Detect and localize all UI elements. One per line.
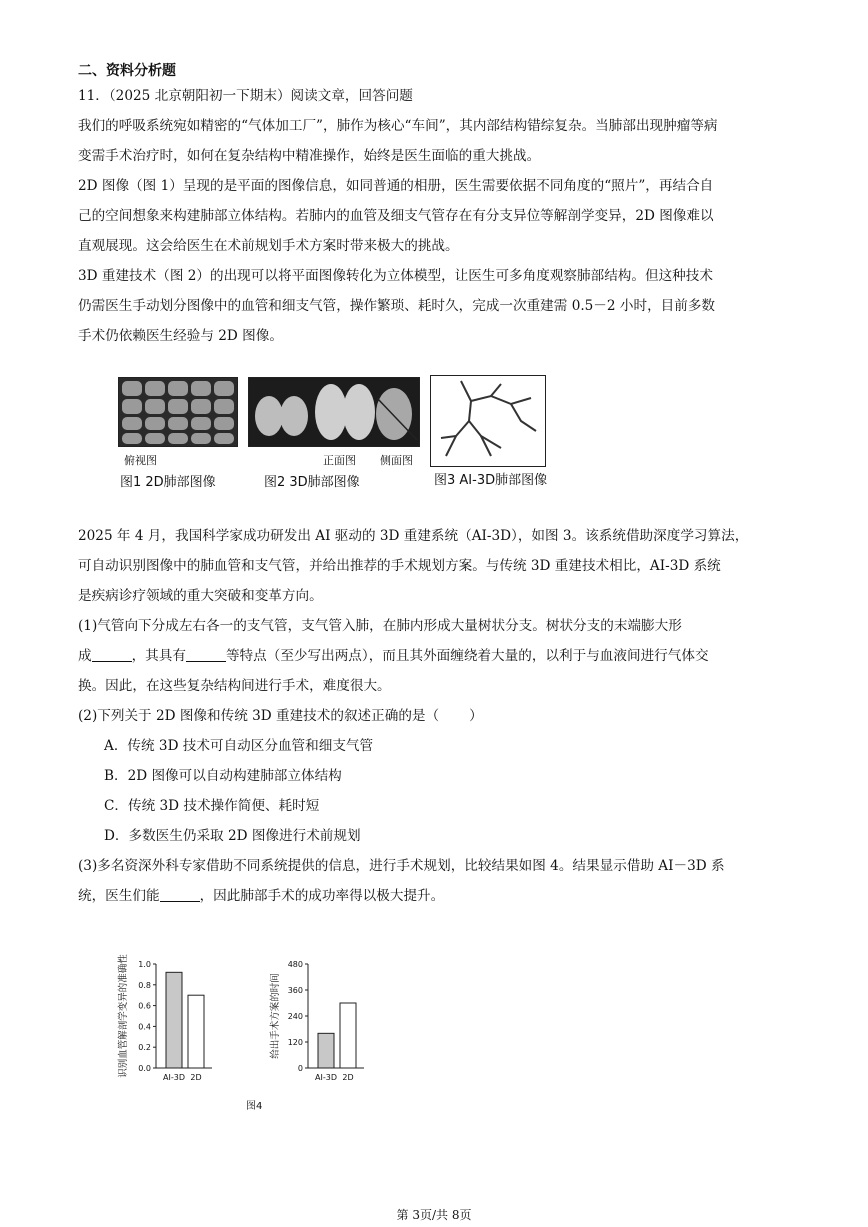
- figure3-ai3d-lung-image: [430, 375, 546, 467]
- paragraph-line: 我们的呼吸系统宛如精密的“气体加工厂”，肺作为核心“车间”，其内部结构错综复杂。当肺部出现肿瘤等病: [78, 118, 718, 134]
- paragraph-line: 变需手术治疗时，如何在复杂结构中精准操作，始终是医生面临的重大挑战。: [78, 148, 541, 164]
- paragraph-line: 2025 年 4 月，我国科学家成功研发出 AI 驱动的 3D 重建系统（AI-3D），如图 3。该系统借助深度学习算法，: [78, 528, 749, 544]
- q2-stem-text: (2)下列关于 2D 图像和传统 3D 重建技术的叙述正确的是（: [78, 708, 440, 724]
- paragraph-line: 手术仍依赖医生经验与 2D 图像。: [78, 328, 283, 344]
- q1-line2: [78, 641, 794, 671]
- figure3-caption: 图3 AI-3D肺部图像: [434, 473, 548, 488]
- section-title: 二、资料分析题: [78, 63, 176, 79]
- q1-text: 成: [78, 648, 92, 664]
- bar-2d: [340, 1003, 356, 1068]
- figure2-caption: 图2 3D肺部图像: [264, 475, 360, 490]
- bar-ai-3d: [318, 1033, 334, 1068]
- figure2-3d-lung-image: [248, 377, 420, 447]
- y-tick-label: 0.0: [138, 1064, 151, 1073]
- q3-line1: (3)多名资深外科专家借助不同系统提供的信息，进行手术规划，比较结果如图 4。结果显示借助 AI－3D 系: [78, 858, 725, 874]
- x-tick-label: 2D: [342, 1073, 354, 1082]
- y-tick-label: 360: [287, 986, 303, 995]
- page-footer: 第 3页/共 8页: [396, 1208, 472, 1222]
- paragraph-line: 是疾病诊疗领域的重大突破和变革方向。: [78, 588, 323, 604]
- y-tick-label: 0.4: [138, 1022, 151, 1032]
- q3-text: [78, 851, 794, 911]
- y-tick-label: 1.0: [138, 960, 151, 969]
- view-label-side: 侧面图: [380, 454, 413, 467]
- answer-blank-2[interactable]: [186, 647, 226, 662]
- answer-blank-1[interactable]: [92, 647, 132, 662]
- view-label-top: 俯视图: [124, 454, 157, 467]
- option-a[interactable]: A．传统 3D 技术可自动区分血管和细支气管: [104, 738, 374, 754]
- x-tick-label: 2D: [190, 1073, 202, 1082]
- y-tick-label: 480: [287, 960, 303, 969]
- y-tick-label: 120: [287, 1038, 303, 1047]
- figure1-2d-lung-image: [118, 377, 238, 447]
- y-tick-label: 0.6: [138, 1001, 151, 1011]
- paragraph-ai3d: [78, 521, 794, 731]
- x-tick-label: AI-3D: [315, 1073, 337, 1082]
- bar-2d: [188, 995, 204, 1068]
- bar-ai-3d: [166, 972, 182, 1068]
- y-axis-label: 识别血管解剖学变异的准确性: [118, 954, 129, 1078]
- y-axis-label: 给出手术方案的时间: [270, 973, 281, 1059]
- q1-text: 等特点（至少写出两点），而且其外面缠绕着大量的，以利于与血液间进行气体交: [225, 648, 709, 664]
- ct-slices-grid-icon: [119, 378, 237, 446]
- figure1-caption: 图1 2D肺部图像: [120, 475, 216, 490]
- q1-line1: (1)气管向下分成左右各一的支气管，支气管入肺，在肺内形成大量树状分支。树状分支的末端膨大形: [78, 618, 682, 634]
- q1-text: ，其具有: [131, 648, 186, 664]
- y-tick-label: 240: [287, 1012, 303, 1021]
- y-tick-label: 0.2: [138, 1043, 151, 1053]
- q2-stem-end: ）: [469, 708, 483, 724]
- y-tick-label: 0.8: [138, 980, 151, 990]
- paragraph-line: 直观展现。这会给医生在术前规划手术方案时带来极大的挑战。: [78, 238, 459, 254]
- option-c[interactable]: C．传统 3D 技术操作简便、耗时短: [104, 798, 320, 814]
- question-11-text: [78, 81, 794, 351]
- view-label-front: 正面图: [323, 454, 356, 467]
- x-tick-label: AI-3D: [163, 1073, 185, 1082]
- lung-3d-views-icon: [249, 378, 419, 446]
- option-d[interactable]: D．多数医生仍采取 2D 图像进行术前规划: [104, 828, 361, 844]
- answer-blank-3[interactable]: [160, 887, 200, 902]
- q3-text-b: ，因此肺部手术的成功率得以极大提升。: [199, 888, 445, 904]
- paragraph-line: 可自动识别图像中的肺血管和支气管，并给出推荐的手术规划方案。与传统 3D 重建技术相比，AI-3D 系统: [78, 558, 721, 574]
- figure4-charts: [110, 930, 354, 1100]
- figure4-svg: [110, 930, 354, 1100]
- question-header: 11．（2025 北京朝阳初一下期末）阅读文章，回答问题: [78, 88, 413, 104]
- paragraph-line: 3D 重建技术（图 2）的出现可以将平面图像转化为立体模型，让医生可多角度观察肺部结构。但这种技术: [78, 268, 713, 284]
- paragraph-line: 己的空间想象来构建肺部立体结构。若肺内的血管及细支气管存在有分支异位等解剖学变异，2D 图像难以: [78, 208, 714, 224]
- paragraph-line: 仍需医生手动划分图像中的血管和细支气管，操作繁琐、耗时久，完成一次重建需 0.5－2 小时，目前多数: [78, 298, 716, 314]
- bronchial-tree-icon: [431, 376, 545, 466]
- figure4-caption: 图4: [246, 1101, 263, 1112]
- q3-text-a: 统，医生们能: [78, 888, 160, 904]
- y-tick-label: 0: [297, 1064, 303, 1073]
- q2-stem: [78, 701, 794, 731]
- option-b[interactable]: B．2D 图像可以自动构建肺部立体结构: [104, 768, 342, 784]
- paragraph-line: 2D 图像（图 1）呈现的是平面的图像信息，如同普通的相册，医生需要依据不同角度的“照片”，再结合自: [78, 178, 714, 194]
- q1-line3: 换。因此，在这些复杂结构间进行手术，难度很大。: [78, 678, 391, 694]
- q3-line2: [78, 881, 794, 911]
